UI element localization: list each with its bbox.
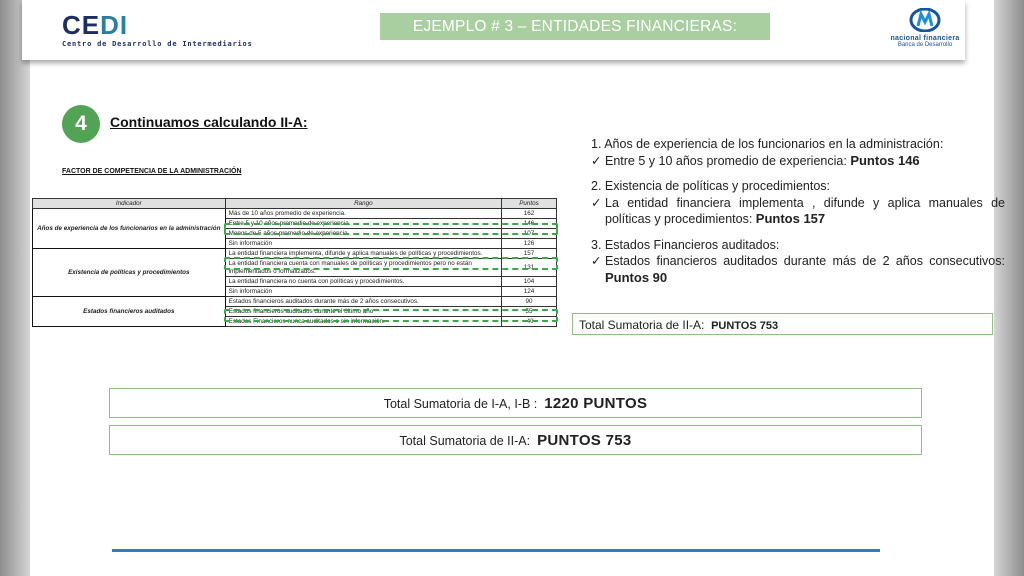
table-row — [33, 297, 557, 307]
points-cell: 162 — [502, 209, 557, 219]
nafin-logo — [880, 8, 970, 48]
logo-subtitle: Centro de Desarrollo de Intermediarios — [62, 40, 253, 48]
step-title: Continuamos calculando II-A: — [110, 114, 308, 130]
points-cell: 131 — [502, 259, 557, 277]
item2-points: Puntos 157 — [755, 211, 826, 226]
item3-text: Estados financieros auditados durante más de 2 años consecutivos: — [605, 254, 1005, 268]
item2-heading: 2. Existencia de políticas y procedimientos: — [591, 179, 831, 193]
item3-points: Puntos 90 — [605, 269, 668, 285]
header-indicador: Indicador — [33, 199, 226, 209]
total-label: Total Sumatoria de II-A: — [579, 318, 705, 332]
nafin-subtitle: Banca de Desarrollo — [897, 42, 953, 48]
range-cell: Estados Financieros nunca auditados o sin información. — [225, 317, 501, 327]
logo-text-di: DI — [100, 10, 129, 40]
total-value: 1220 PUNTOS — [544, 395, 648, 412]
points-cell: 124 — [502, 287, 557, 297]
range-cell: La entidad financiera implementa, difunde y aplica manuales de políticas y procedimientos. — [225, 249, 501, 259]
range-cell: Sin información — [225, 287, 501, 297]
points-cell: 90 — [502, 297, 557, 307]
nafin-name: nacional financiera — [890, 35, 960, 42]
range-cell: Estados financieros auditados durante más de 2 años consecutivos. — [225, 297, 501, 307]
checkmark-icon: ✓ — [591, 153, 602, 168]
total-label: Total Sumatoria de I-A, I-B : — [383, 397, 538, 411]
total-label: Total Sumatoria de II-A: — [399, 434, 531, 448]
header-rango: Rango — [225, 199, 501, 209]
total-iia-box — [109, 425, 922, 455]
item1-heading: 1. Años de experiencia de los funcionarios en la administración: — [591, 137, 944, 151]
explanation-text — [591, 136, 1005, 295]
item3-heading: 3. Estados Financieros auditados: — [591, 237, 780, 252]
points-cell: 104 — [502, 277, 557, 287]
table-row — [33, 249, 557, 259]
indicator-cell: Existencia de políticas y procedimientos — [33, 249, 226, 297]
footer-divider — [112, 549, 880, 552]
item1-points: Puntos 146 — [850, 152, 920, 168]
range-cell: Sin información — [225, 239, 501, 249]
item1-text: Entre 5 y 10 años promedio de experiencia: — [605, 153, 847, 168]
range-cell: La entidad financiera no cuenta con políticas y procedimientos. — [225, 277, 501, 287]
checkmark-icon: ✓ — [591, 254, 602, 268]
step-number-badge: 4 — [62, 105, 100, 143]
item2-text: La entidad financiera implementa , difunde y aplica manuales de políticas y procedimientos: — [605, 195, 1005, 226]
points-cell: 157 — [502, 249, 557, 259]
range-cell: La entidad financiera cuenta con manuales de políticas y procedimientos pero no están implementados o formalizados. — [225, 259, 501, 277]
range-cell: Menos de 5 años promedio de experiencia. — [225, 229, 501, 239]
header-puntos: Puntos — [502, 199, 557, 209]
logo-text-ce: CE — [62, 10, 101, 40]
factor-table-caption: FACTOR DE COMPETENCIA DE LA ADMINISTRACIÓN — [62, 168, 242, 175]
total-iia-box-small — [572, 313, 993, 335]
points-cell: 55 — [502, 307, 557, 317]
points-cell: 126 — [502, 239, 557, 249]
range-cell: Entre 5 y 10 años promedio de experiencia. — [225, 219, 501, 229]
points-cell: 107 — [502, 229, 557, 239]
cedi-logo — [62, 12, 253, 48]
total-value: PUNTOS 753 — [711, 320, 779, 332]
range-cell: Más de 10 años promedio de experiencia. — [225, 209, 501, 219]
points-cell: -40 — [502, 317, 557, 327]
checkmark-icon: ✓ — [591, 195, 602, 210]
table-header-row — [33, 199, 557, 209]
header-bar — [22, 0, 965, 60]
range-cell: Estados financieros auditados durante el último año — [225, 307, 501, 317]
page-title: EJEMPLO # 3 – ENTIDADES FINANCIERAS: — [380, 13, 770, 40]
table-row — [33, 209, 557, 219]
indicator-cell: Años de experiencia de los funcionarios en la administración — [33, 209, 226, 249]
points-cell: 146 — [502, 219, 557, 229]
indicator-cell: Estados financieros auditados — [33, 297, 226, 327]
factor-table — [32, 198, 557, 327]
nafin-emblem-icon — [909, 8, 941, 32]
total-ia-ib-box — [109, 388, 922, 418]
total-value: PUNTOS 753 — [537, 432, 632, 449]
